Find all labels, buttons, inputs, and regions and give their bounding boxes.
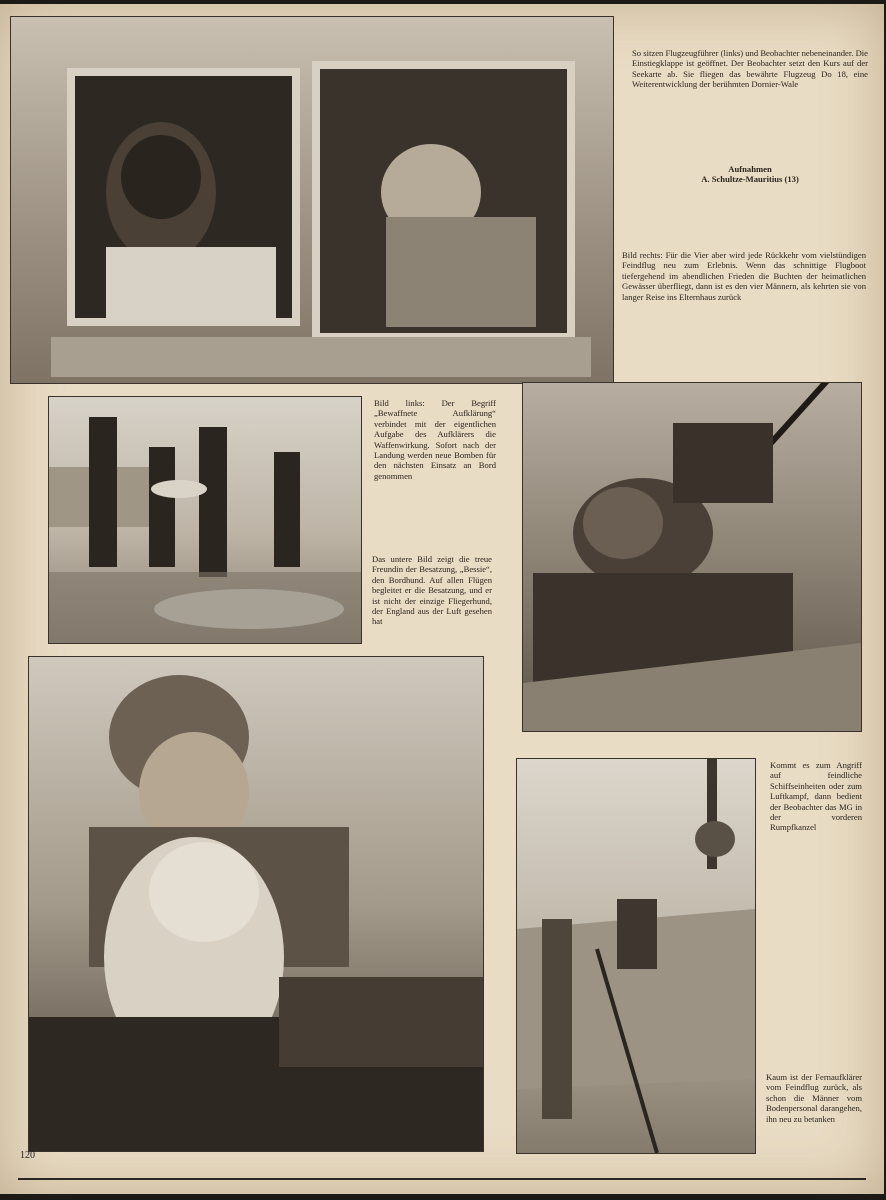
caption-bessie: Das untere Bild zeigt die treue Freundin der Besatzung, „Bessie“, den Bordhund. Auf allen Flügen begleitet er die Besatzung, und er ist nicht der einzige Fliegerhund, der England aus der Luft gesehen hat: [372, 554, 492, 627]
page-number: 120: [20, 1150, 35, 1161]
bottom-rule: [18, 1178, 866, 1180]
caption-cockpit: So sitzen Flugzeugführer (links) und Beobachter nebeneinander. Die Einstiegklappe ist geöffnet. Der Beobachter setzt den Kurs auf der Seekarte ab. Sie fliegen das bewährte Flugzeug Do 18, eine Weiterentwicklung der berühmten Dornier-Wale: [632, 48, 868, 90]
caption-bild-links: Bild links: Der Begriff „Bewaffnete Aufklärung“ verbindet mit der eigentlichen Aufgabe des Aufklärers die Waffenwirkung. Sofort nach der Landung werden neue Bomben für den nächsten Einsatz an Bord genommen: [374, 398, 496, 481]
magazine-page: [0, 4, 884, 1194]
caption-fernaufklaerer: Kaum ist der Fernaufklärer vom Feindflug zurück, als schon die Männer vom Bodenpersonal darangehen, ihn neu zu betanken: [766, 1072, 862, 1124]
photo-gunner: [522, 382, 862, 732]
photo-refuel: [516, 758, 756, 1154]
caption-mg: Kommt es zum Angriff auf feindliche Schiffseinheiten oder zum Luftkampf, dann bedient der Beobachter das MG in der vorderen Rumpfkanzel: [770, 760, 862, 833]
photo-cockpit: [10, 16, 614, 384]
photo-bombs: [48, 396, 362, 644]
photo-dog: [28, 656, 484, 1152]
caption-bild-rechts: Bild rechts: Für die Vier aber wird jede Rückkehr vom vielstündigen Feindflug neu zum Erlebnis. Wenn das schnittige Flugboot tiefergehend im abendlichen Frieden die Buchten der heimatlichen Gewässer überfliegt, dann ist es den vier Männern, als kehrten sie von langer Reise ins Elternhaus zurück: [622, 250, 866, 302]
photo-credit: Aufnahmen A. Schultze-Mauritius (13): [701, 164, 799, 185]
